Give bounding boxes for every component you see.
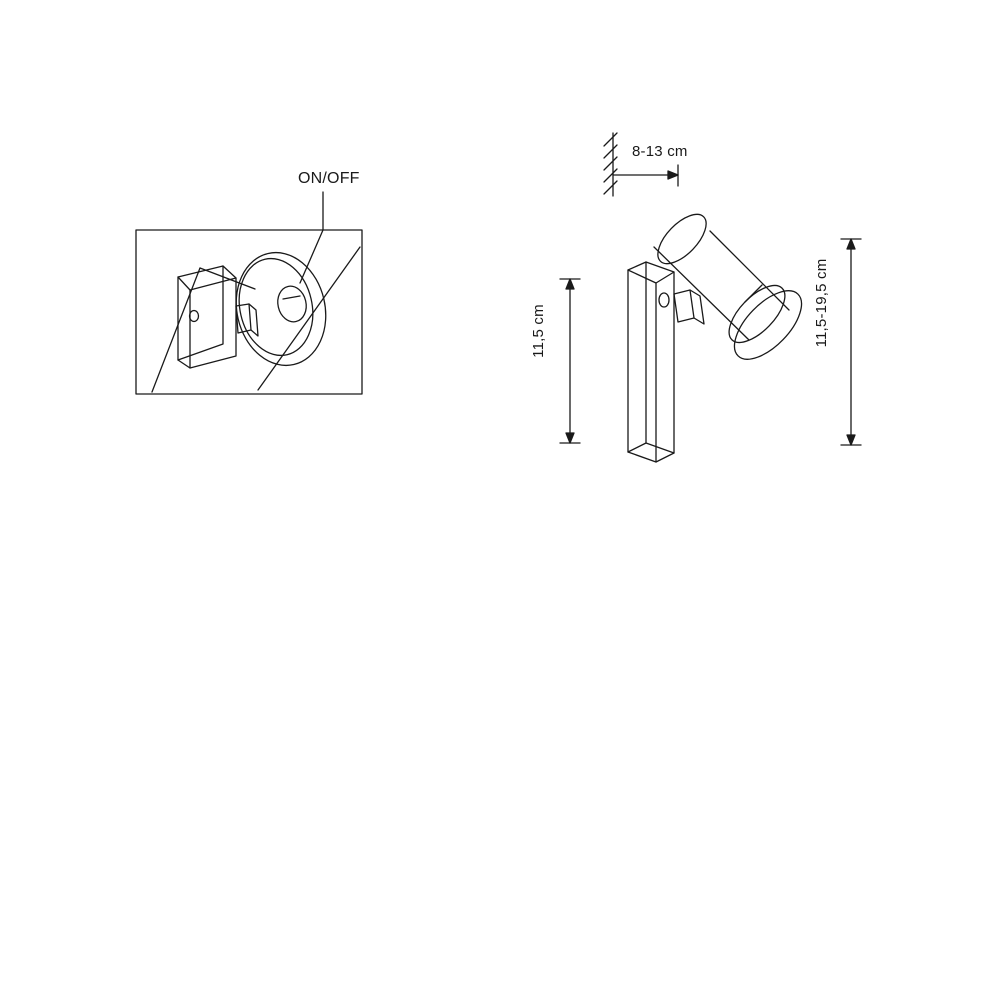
height-range-dimension-label: 11,5-19,5 cm — [813, 258, 830, 348]
side-view-backplate — [628, 262, 674, 462]
detail-view-head-ring — [225, 244, 336, 375]
dimension-height-range — [841, 239, 861, 445]
onoff-leader-line — [300, 192, 323, 283]
detail-view-mount-plate — [178, 266, 236, 368]
height-fixed-dimension-label: 11,5 cm — [530, 304, 547, 358]
dimension-wall-gap — [613, 165, 678, 186]
wall-hatch — [604, 133, 617, 196]
detail-view-wall-line — [152, 247, 360, 392]
dimension-height-fixed — [560, 279, 580, 443]
side-view-joint — [659, 290, 704, 324]
detail-view-switch-knob — [274, 283, 309, 324]
switch-label: ON/OFF — [298, 170, 360, 187]
wall-gap-dimension-label: 8-13 cm — [632, 143, 688, 160]
